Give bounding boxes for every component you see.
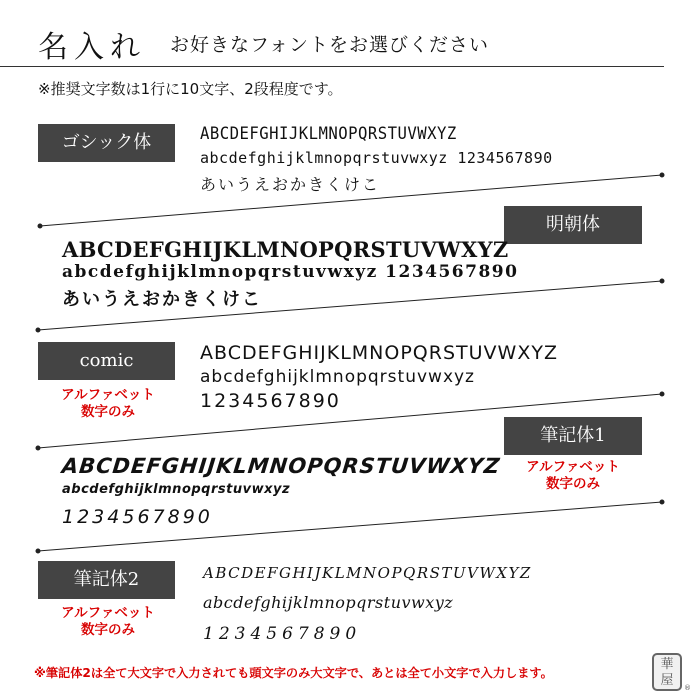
script2-number-sample: 1234567890	[203, 624, 362, 644]
mincho-kana-sample: あいうえおかきくけこ	[62, 289, 262, 310]
note-line: 数字のみ	[81, 622, 135, 638]
script1-alpha-only-note	[504, 459, 642, 493]
separator-dot	[38, 224, 42, 228]
note-line: アルファベット	[61, 387, 155, 403]
separator-dot	[36, 328, 40, 332]
gothic-lowercase-sample: abcdefghijklmnopqrstuvwxyz 1234567890	[200, 149, 553, 167]
script2-lowercase-sample: abcdefghijklmnopqrstuvwxyz	[203, 593, 454, 612]
script2-alpha-only-note	[38, 605, 178, 639]
comic-alpha-only-note	[38, 387, 178, 421]
comic-uppercase-sample: ABCDEFGHIJKLMNOPQRSTUVWXYZ	[200, 342, 558, 364]
script1-uppercase-sample: ABCDEFGHIJKLMNOPQRSTUVWXYZ	[60, 454, 502, 478]
separator-dot	[36, 446, 40, 450]
font-label-script2: 筆記体2	[38, 561, 175, 599]
brand-seal-logo	[652, 653, 682, 691]
brand-seal-text: 華屋	[660, 657, 674, 688]
font-label-script1: 筆記体1	[504, 417, 642, 455]
gothic-kana-sample: あいうえおかきくけこ	[200, 175, 381, 194]
font-label-mincho: 明朝体	[504, 206, 642, 244]
script2-uppercase-sample: ABCDEFGHIJKLMNOPQRSTUVWXYZ	[203, 564, 532, 582]
separator-dot	[660, 392, 664, 396]
separator-dot	[660, 279, 664, 283]
page-title: 名入れ	[38, 30, 146, 65]
separator-dot	[660, 500, 664, 504]
separator-dot	[660, 173, 664, 177]
mincho-uppercase-sample: ABCDEFGHIJKLMNOPQRSTUVWXYZ	[62, 237, 509, 262]
script1-number-sample: 1234567890	[62, 506, 213, 528]
comic-number-sample: 1234567890	[200, 390, 341, 412]
registered-mark: ®	[684, 684, 691, 692]
recommendation-note: ※推奨文字数は1行に10文字、2段程度です。	[38, 80, 343, 98]
note-line: 数字のみ	[546, 476, 600, 492]
font-label-gothic: ゴシック体	[38, 124, 175, 162]
script1-lowercase-sample: abcdefghijklmnopqrstuvwxyz	[62, 482, 291, 497]
script2-input-note: ※筆記体2は全て大文字で入力されても頭文字のみ大文字で、あとは全て小文字で入力します。	[34, 666, 553, 680]
note-line: 数字のみ	[81, 404, 135, 420]
mincho-lowercase-sample: abcdefghijklmnopqrstuvwxyz 1234567890	[62, 262, 519, 282]
note-line: アルファベット	[526, 459, 620, 475]
font-label-comic: comic	[38, 342, 175, 380]
page-subtitle: お好きなフォントをお選びください	[170, 34, 490, 56]
note-line: アルファベット	[61, 605, 155, 621]
comic-lowercase-sample: abcdefghijklmnopqrstuvwxyz	[200, 367, 475, 387]
gothic-uppercase-sample: ABCDEFGHIJKLMNOPQRSTUVWXYZ	[200, 124, 457, 144]
separator-dot	[36, 549, 40, 553]
